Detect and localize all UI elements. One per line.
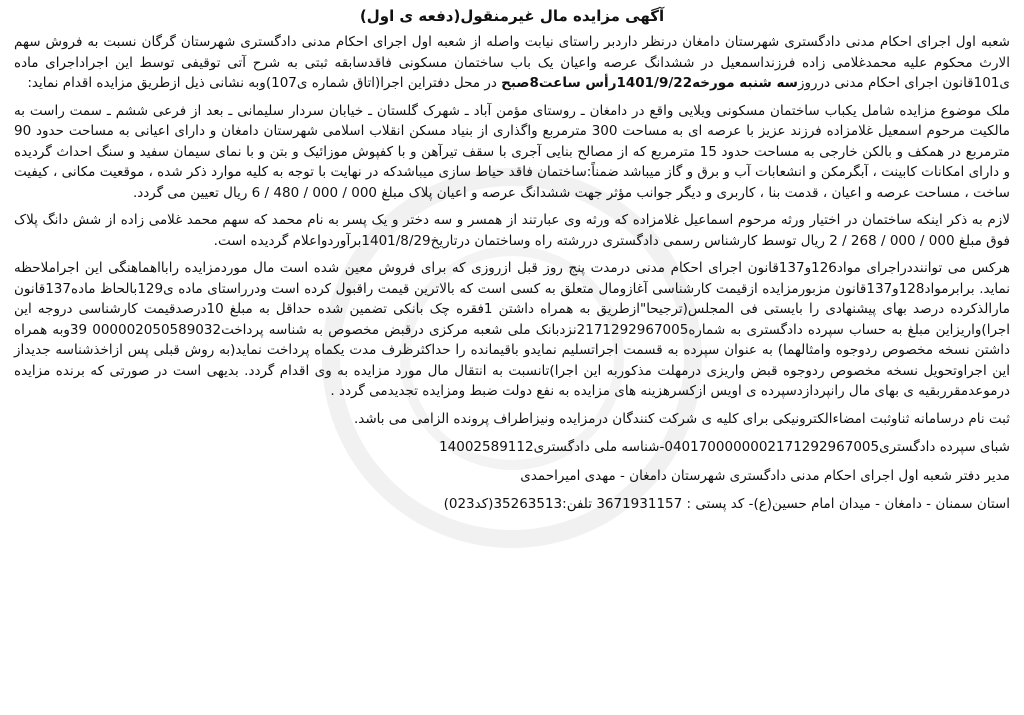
registration-note: ثبت نام درسامانه ثناوثبت امضاءالکترونیکی برای کلیه ی شرکت کنندگان درمزایده ونیزاطراف پرونده الزامی می باشد. [353, 410, 1010, 427]
address-line: استان سمنان - دامغان - میدان امام حسین(ع)- کد پستی : 3671931157 تلفن:35263513(کد023) [443, 496, 1010, 512]
notice-title: آگهی مزایده مال غیرمنقول(دفعه ی اول) [359, 7, 665, 25]
heirs-paragraph: لازم به ذکر اینکه ساختمان در اختیار ورثه مرحوم اسماعیل غلامزاده که ورثه وی عبارتند از همسر و سه دختر و یک پسر به نام محمد که سهم محمد غلامی زاده از شش دانگ پلاک فوق مبلغ 000 / 000 / 268 / 2 ریال توسط کارشناس رسمی دادگستری دررشته راه وساختمان درتاریخ1401/8/29برآوردواعلام گردیده است. [14, 212, 1010, 249]
intro-location-text: در محل دفتراین اجرا(اتاق شماره ی107)وبه نشانی ذیل ازطریق مزایده اقدام نماید: [27, 75, 502, 91]
sheba-line: شبای سپرده دادگستری0401700000002171292967005-شناسه ملی دادگستری14002589112 [439, 439, 1010, 455]
intro-paragraph [14, 32, 1010, 94]
property-description: ملک موضوع مزایده شامل یکباب ساختمان مسکونی ویلایی واقع در دامغان ـ روستای مؤمن آباد ـ شهرک گلستان ـ خیابان سردار سلیمانی ـ بعد از فرعی ششم ـ سمت راست به مالکیت مرحوم اسمعیل غلامزاده فرزند عزیز با عرصه ای به مساحت 300 مترمربع واگذاری از بنیاد مسکن انقلاب اسلامی شهرستان دامغان و دارای اعیانی به مساحت حدود 90 مترمربع در همکف و بالکن خارجی به مساحت حدود 15 مترمربع که از مصالح بنایی آجری با سقف تیرآهن و با کفپوش موزائیک و بتن و با نمای سیمان سفید و سنگ احداث گردیده و دارای امکانات کابینت ، آبگرمکن و انشعابات آب و برق و گاز میباشد ضمناً:ساختمان فاقد حیاط سازی میباشدکه در نهایت با توجه به کلیه موارد ذکر شده ، موقعیت مکانی ، کیفیت ساخت ، مساحت عرصه و اعیان ، قدمت بنا ، کاربری و دیگر جوانب مؤثر جهت ششدانگ عرصه و اعیان پلاک مبلغ 000 / 000 / 480 / 6 ریال تعیین می گردد. [14, 102, 1011, 201]
terms-paragraph: هرکس می تواننددراجرای مواد126و137قانون اجرای احکام مدنی درمدت پنج روز قبل ازروزی که برای فروش معین شده است مال موردمزایده رابااهماهنگی این اجراملاحظه نماید. برابرمواد128و137قانون مزبورمزایده ازقیمت کارشناسی آغازومال متعلق به کسی است که بالاترین قیمت راقبول کرده است ودرراستای ماده ی129بالحاظ ماده137قانون مارالذکرده درصد بهای پیشنهادی را بایستی فی المجلس(ترجیحا"ازطریق به همراه داشتن 1فقره چک بانکی تضمین شده حداقل به مبلغ 10درصدقیمت کارشناسی دروجه این اجرا)واریزاین مبلغ به حساب سپرده دادگستری به شماره2171292967005نزدبانک ملی شعبه مرکزی درقبض مخصوص به شناسه پرداخت000002050589032 39وبه همراه داشتن نسخه مخصوص ردوجوه وامثالهما) به عنوان سپرده به قسمت اجراتسلیم نمایدو باقیمانده را حداکثرظرف مدت یکماه پرداخت نماید(به روش قبلی پس ازاخذشناسه جدیداز این اجراوتحویل نسخه مخصوص ردوجوه قبض واریزی درمهلت مذکوربه این اجرا)تانسبت به انتقال مال مورد مزایده به وی اقدام گردد. بدیهی است در صورتی که برنده مزایده درموعدمقرربقیه ی بهای مال رانپردازدسپرده ی اویس ازکسرهزینه های مزایده به نفع دولت ضبط ومزایده تجدیدمی گردد . [14, 260, 1011, 399]
intro-text: شعبه اول اجرای احکام مدنی دادگستری شهرستان دامغان درنظر داردبر راستای نیابت واصله از شعبه اول اجرای احکام مدنی دادگستری شهرستان گرگان نسبت به فروش سهم الارث محکوم علیه محمدغلامی زاده فرزنداسمعیل در ششدانگ عرصه واعیان یک باب ساختمان مسکونی فاقدسابقه ثبتی به شرح آتی توقیفی توسط این اجراداجرای ماده ی101قانون اجرای احکام مدنی درروز [14, 34, 1010, 91]
manager-signature: مدیر دفتر شعبه اول اجرای احکام مدنی دادگستری شهرستان دامغان - مهدی امیراحمدی [520, 467, 1010, 484]
auction-datetime: سه شنبه مورخه1401/9/22رأس ساعت8صبح [501, 75, 798, 91]
